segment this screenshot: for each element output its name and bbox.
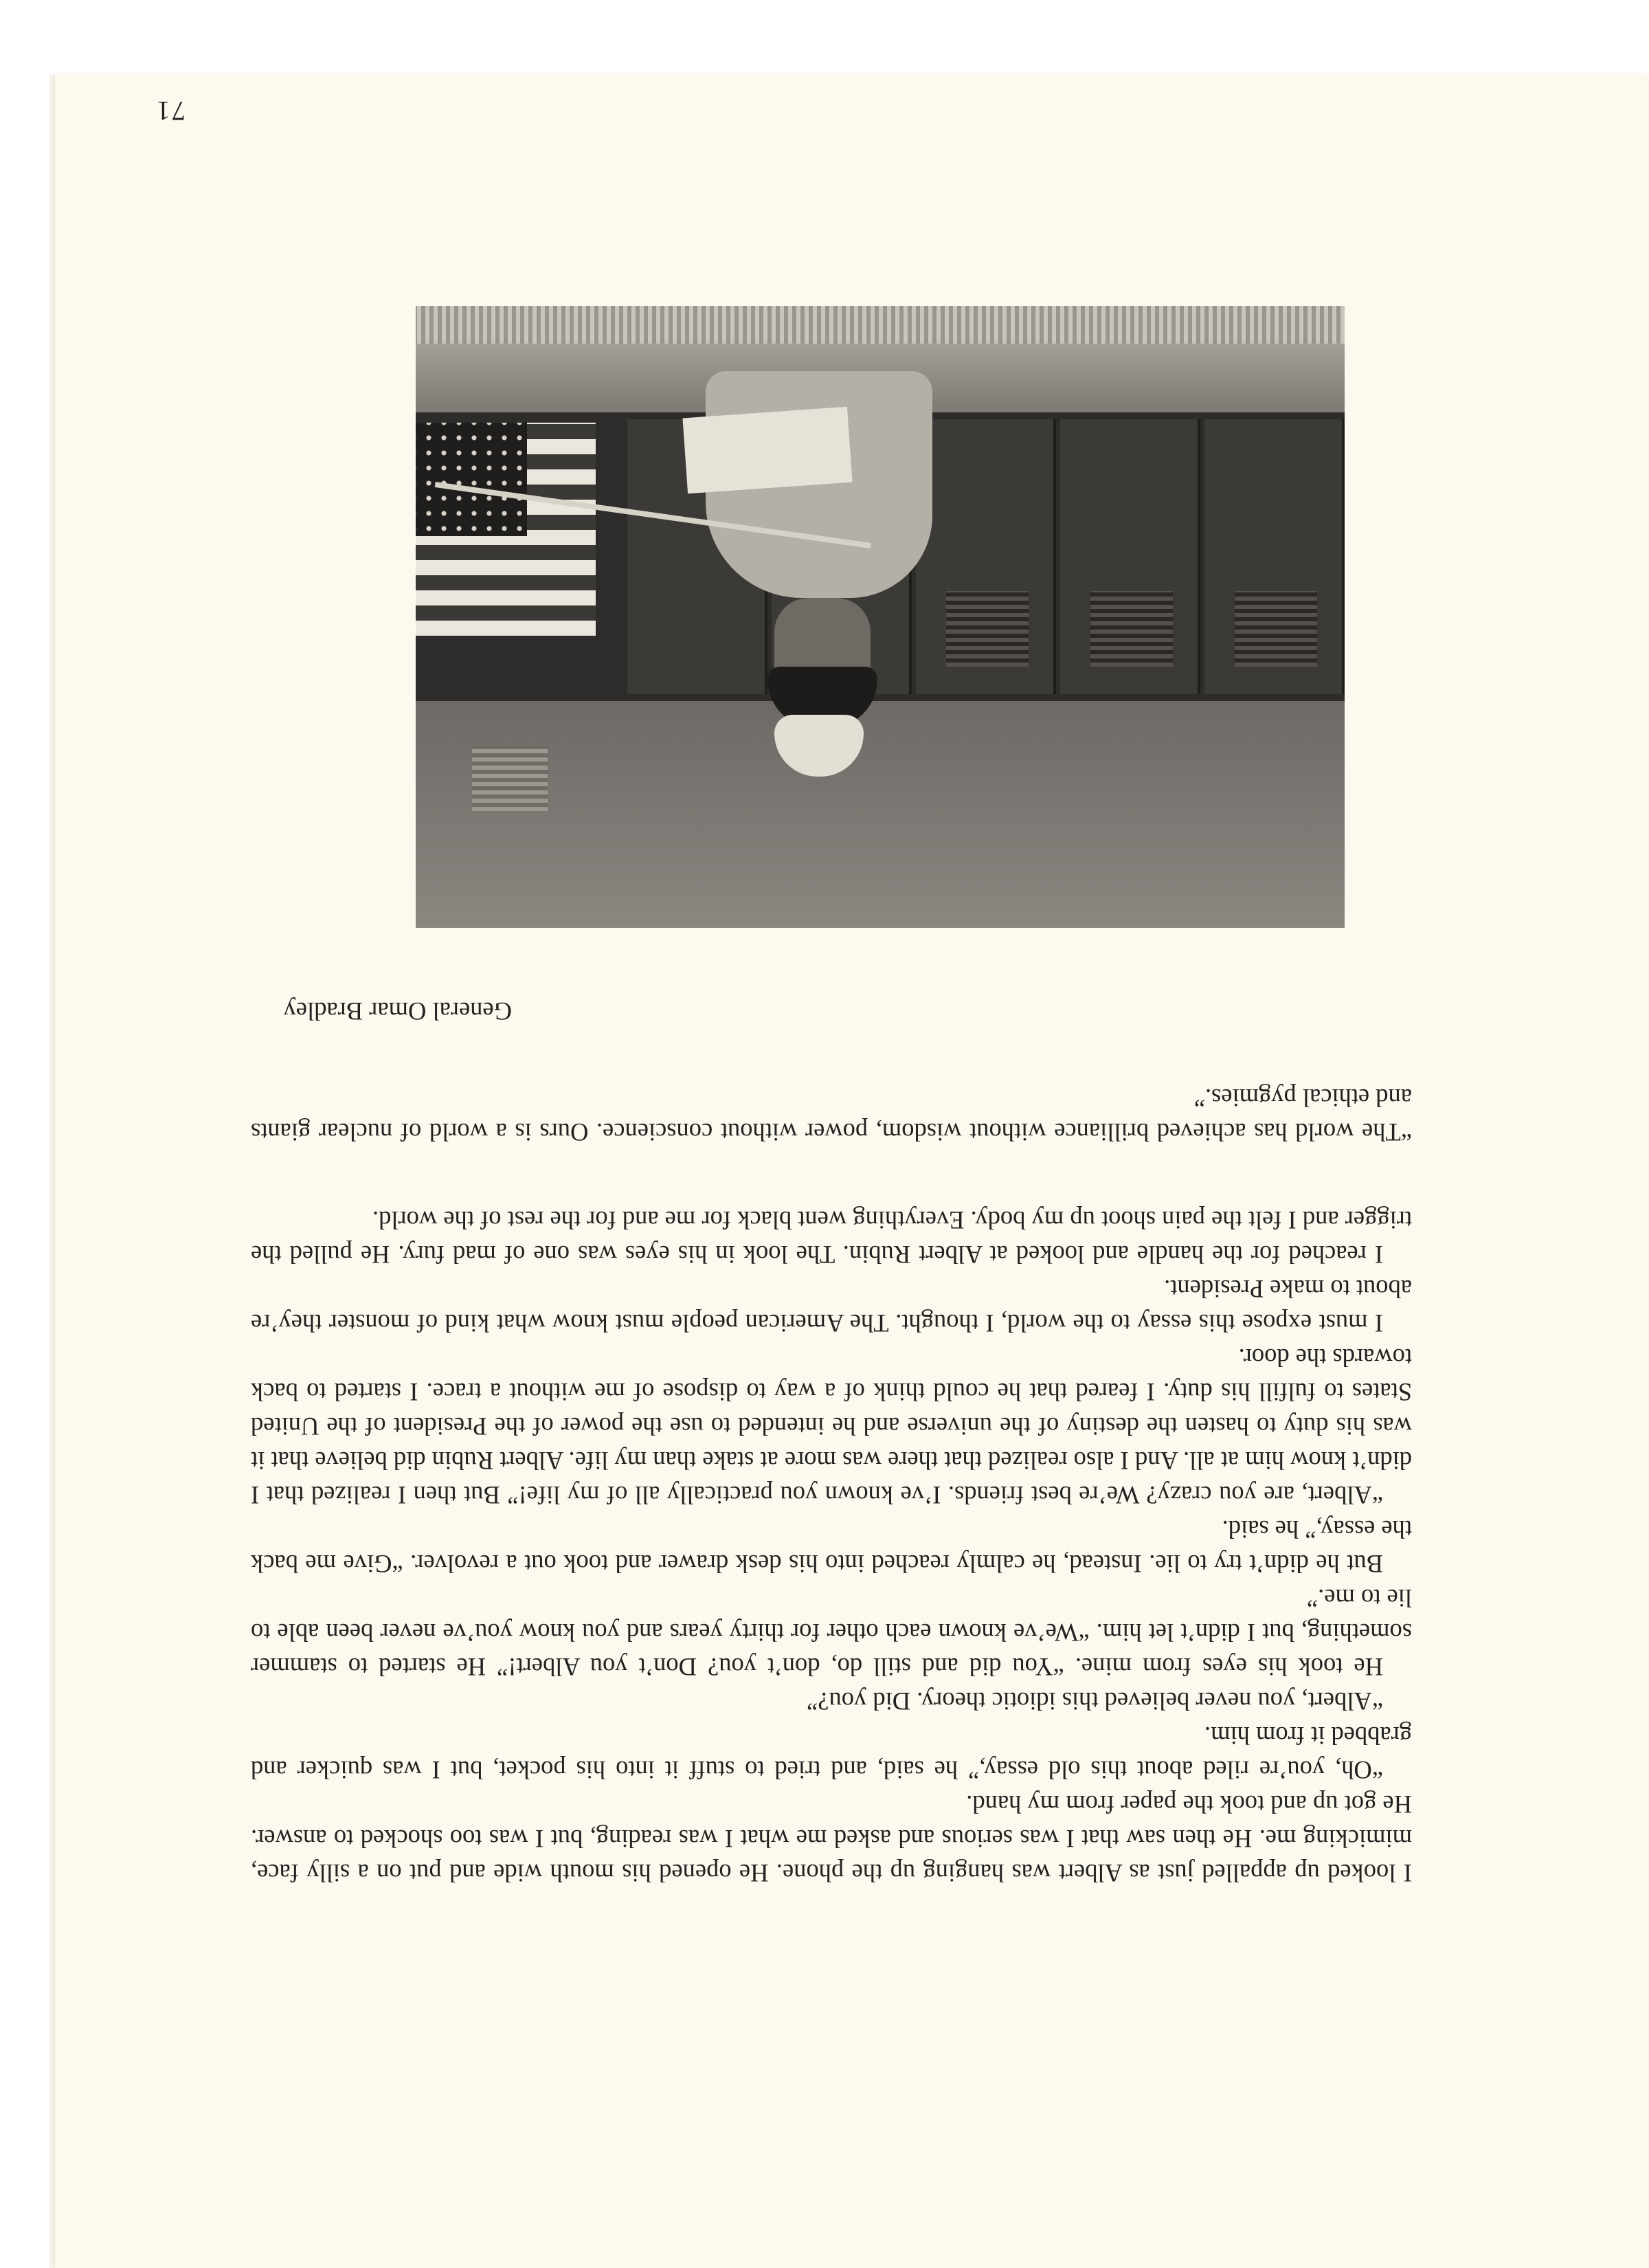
photo-wall-vent <box>472 746 548 811</box>
story-paragraph: “Albert, you never believed this idiotic theory. Did you?” <box>807 1687 1383 1715</box>
photo-flag-stars <box>416 423 527 536</box>
photo-wall <box>416 701 1345 928</box>
epigraph-attribution: General Omar Bradley <box>283 997 512 1025</box>
story-paragraph: I must expose this essay to the world, I thought. The American people must know what kind of monster they’re about to make President. <box>251 1275 1412 1337</box>
photo-papers <box>682 407 852 493</box>
story-paragraph: I reached for the handle and looked at Albert Rubin. The look in his eyes was one of mad fury. He pulled the trigger and I felt the pain shoot up my body. Everything went black for me and for the rest of the world. <box>251 1206 1412 1269</box>
story-paragraph: He took his eyes from mine. “You did and still do, don’t you? Don’t you Albert!” He started to stammer something, but I didn’t let him. “We’ve known each other for thirty years and you know you’ve never been able to lie to me.” <box>251 1584 1412 1681</box>
story-paragraph: “Oh, you’re riled about this old essay,” he said, and tried to stuff it into his pocket, but I was quicker and grabbed it from him. <box>251 1722 1412 1784</box>
story-text <box>251 1203 1412 1890</box>
photograph <box>416 306 1345 928</box>
epigraph-quote <box>251 1080 1412 1149</box>
story-paragraph: I looked up appalled just as Albert was hanging up the phone. He opened his mouth wide and put on a silly face, mimicking me. He then saw that I was serious and asked me what I was reading, but I was too shocked to answer. He got up and took the paper from my hand. <box>251 1790 1412 1887</box>
photo-locker-vent <box>1090 591 1173 667</box>
page-number: 71 <box>155 96 186 126</box>
photo-baseboard <box>416 306 1345 344</box>
epigraph-quote-text: “The world has achieved brilliance without wisdom, power without conscience. Ours is a world of nuclear giants and ethical pygmies.” <box>251 1084 1412 1146</box>
photo-locker-vent <box>946 591 1029 667</box>
photo-locker-vent <box>1235 591 1317 667</box>
story-paragraph: “Albert, are you crazy? We’re best friends. I’ve known you practically all of my life!” But then I realized that I didn’t know him at all. And I also realized that there was more at stake than my life. Albert Rubin did believe that it was his duty to hasten the destiny of the universe and he intended to use the power of the President of the United States to fulfill his duty. I feared that he could think of a way to dispose of me without a trace. I started to back towards the door. <box>251 1344 1412 1509</box>
story-paragraph: But he didn’t try to lie. Instead, he calmly reached into his desk drawer and took out a revolver. “Give me back the essay,” he said. <box>251 1515 1412 1578</box>
